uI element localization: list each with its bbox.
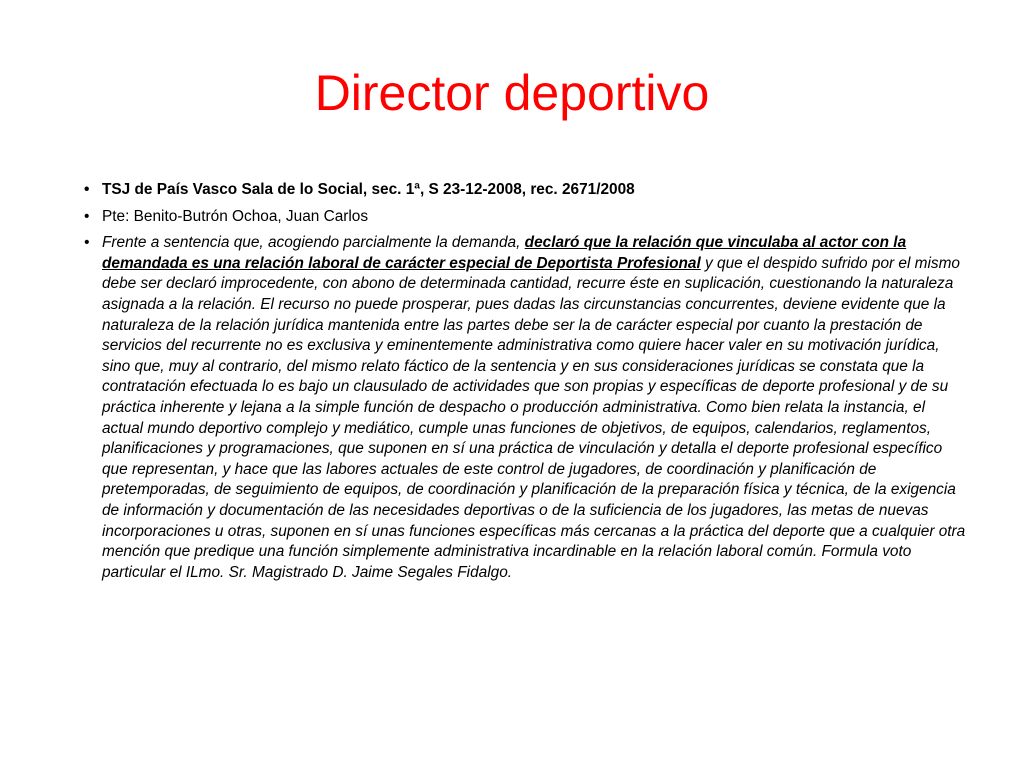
ponente-text: Pte: Benito-Butrón Ochoa, Juan Carlos — [102, 207, 369, 225]
bullet-item-ponente — [80, 207, 968, 228]
bullet-icon: • — [84, 234, 90, 252]
bullet-list — [80, 180, 968, 589]
bullet-icon: • — [84, 181, 90, 198]
slide-title: Director deportivo — [314, 65, 710, 121]
bullet-item-summary — [80, 233, 968, 583]
bullet-icon: • — [84, 207, 90, 225]
summary-text-before: Frente a sentencia que, acogiendo parcialmente la demanda, — [102, 234, 525, 252]
summary-text-after: y que el despido sufrido por el mismo debe ser declaró improcedente, con abono de determinada cantidad, recurre éste en suplicación, cuestionando la naturaleza asignada a la relación. El recurso no puede prosperar, pues dadas las circunstancias concurrentes, deviene evidente que la naturaleza de la relación jurídica mantenida entre las partes debe ser la de carácter especial por cuanto la prestación de servicios del recurrente no es exclusiva y eminentemente administrativa como quiere hacer valer en su motivación jurídica, sino que, muy al contrario, del mismo relato fáctico de la sentencia y en sus consideraciones jurídicas se constata que la contratación efectuada lo es bajo un clausulado de actividades que son propias y específicas de deporte profesional y de su práctica inherente y lejana a la simple función de despacho o producción administrativa. Como bien relata la instancia, el actual mundo deportivo complejo y mediático, cumple unas funciones de objetivos, de equipos, calendarios, reglamentos, planificaciones y programaciones, que suponen en sí una práctica de vinculación y detalla el deporte profesional específico que representan, y hace que las labores actuales de este control de jugadores, de coordinación y planificación de pretemporadas, de seguimiento de equipos, de coordinación y planificación de la preparación física y técnica, de la exigencia de información y documentación de las necesidades deportivas o de la suficiencia de los jugadores, las metas de nuevas incorporaciones u otras, suponen en sí unas funciones específicas más cercanas a la práctica del deporte que a cualquier otra mención que predique una función simplemente administrativa incardinable en la relación laboral común. Formula voto particular el ILmo. Sr. Magistrado D. Jaime Segales Fidalgo. — [102, 254, 966, 581]
bullet-item-court-reference — [80, 180, 968, 201]
court-reference-text: TSJ de País Vasco Sala de lo Social, sec. 1ª, S 23-12-2008, rec. 2671/2008 — [102, 181, 635, 198]
summary-text-emphasis: declaró que la relación que vinculaba al actor con la demandada es una relación laboral de carácter especial de Deportista Profesional — [102, 234, 907, 272]
